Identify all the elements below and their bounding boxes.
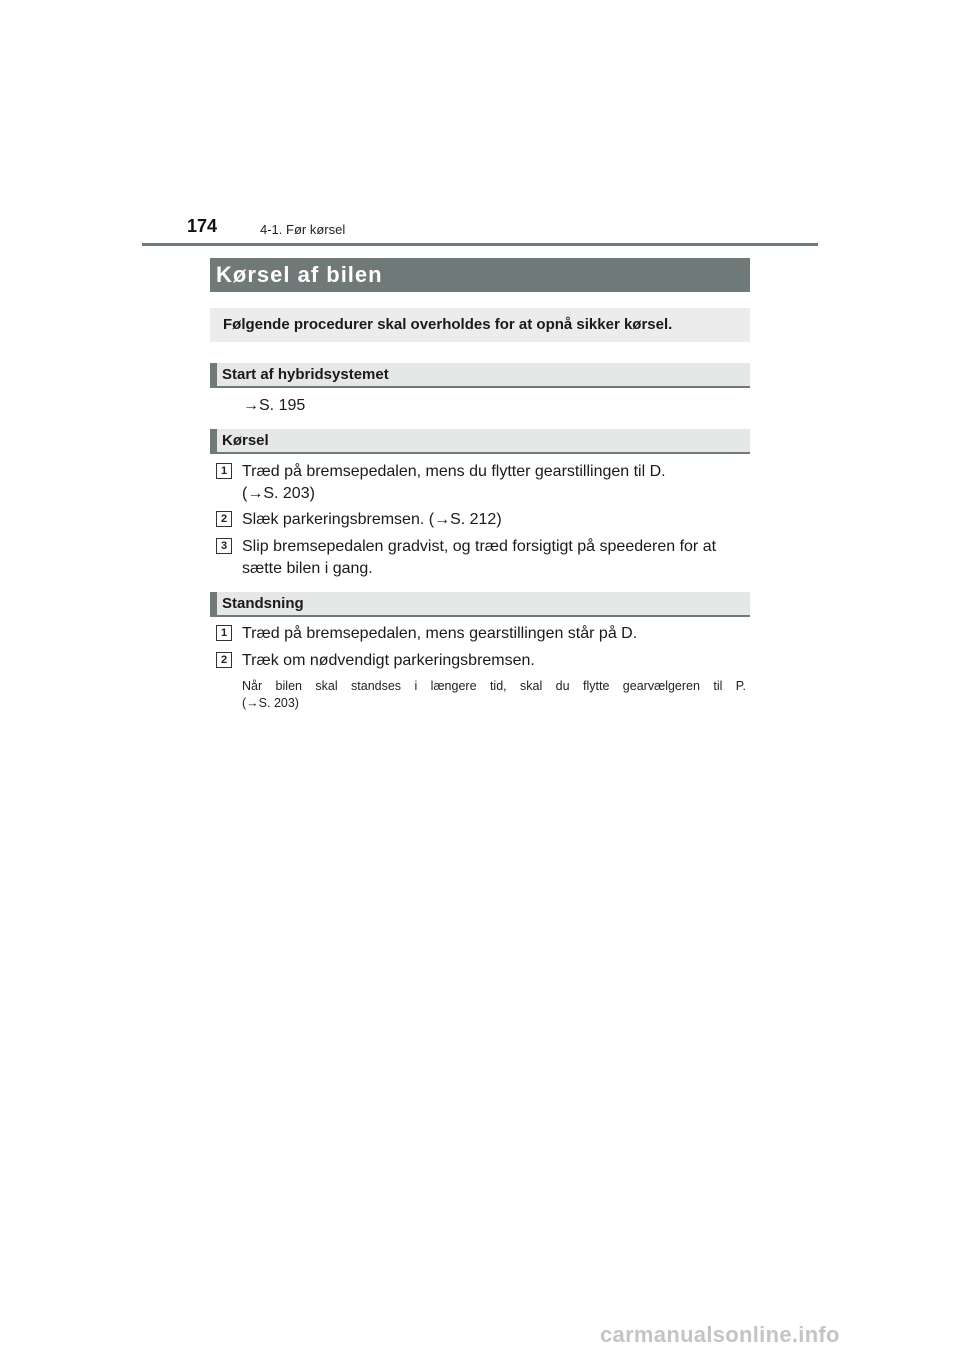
step-number-badge: 3 bbox=[216, 538, 232, 554]
page-title: Kørsel af bilen bbox=[216, 262, 383, 287]
subheading-label: Start af hybridsystemet bbox=[222, 366, 389, 383]
intro-text: Følgende procedurer skal overholdes for at opnå sikker kørsel. bbox=[223, 316, 673, 333]
section-breadcrumb: 4-1. Før kørsel bbox=[260, 222, 346, 237]
step-text: Træd på bremsepedalen, mens du flytter gearstillingen til D. bbox=[242, 463, 666, 480]
intro-box bbox=[210, 308, 750, 342]
subheading-driving bbox=[210, 429, 750, 454]
step-text: Træk om nødvendigt parkeringsbremsen. bbox=[242, 652, 535, 669]
subheading-start-hybrid bbox=[210, 363, 750, 388]
step-number-badge: 2 bbox=[216, 652, 232, 668]
watermark: carmanualsonline.info bbox=[600, 1322, 840, 1347]
step-text-continued: (→S. 203) bbox=[242, 485, 315, 502]
note-line: Når bilen skal standses i længere tid, skal du flytte gearvælgeren til P. bbox=[242, 679, 746, 693]
page-number: 174 bbox=[187, 216, 218, 236]
header-divider bbox=[142, 243, 818, 246]
note-line: (→S. 203) bbox=[242, 696, 299, 710]
subheading-label: Standsning bbox=[222, 595, 304, 612]
step-text: Træd på bremsepedalen, mens gearstillingen står på D. bbox=[242, 625, 638, 642]
page-title-bar bbox=[210, 258, 750, 292]
subheading-label: Kørsel bbox=[222, 432, 269, 449]
step-number-badge: 1 bbox=[216, 463, 232, 479]
step-text-continued: sætte bilen i gang. bbox=[242, 560, 373, 577]
step-number-badge: 2 bbox=[216, 511, 232, 527]
step-number-badge: 1 bbox=[216, 625, 232, 641]
step-text: Slæk parkeringsbremsen. (→S. 212) bbox=[242, 511, 502, 528]
note-text bbox=[242, 678, 746, 712]
step-text: Slip bremsepedalen gradvist, og træd forsigtigt på speederen for at bbox=[242, 538, 717, 555]
subheading-stopping bbox=[210, 592, 750, 617]
reference-link-text: →S. 195 bbox=[243, 397, 306, 414]
